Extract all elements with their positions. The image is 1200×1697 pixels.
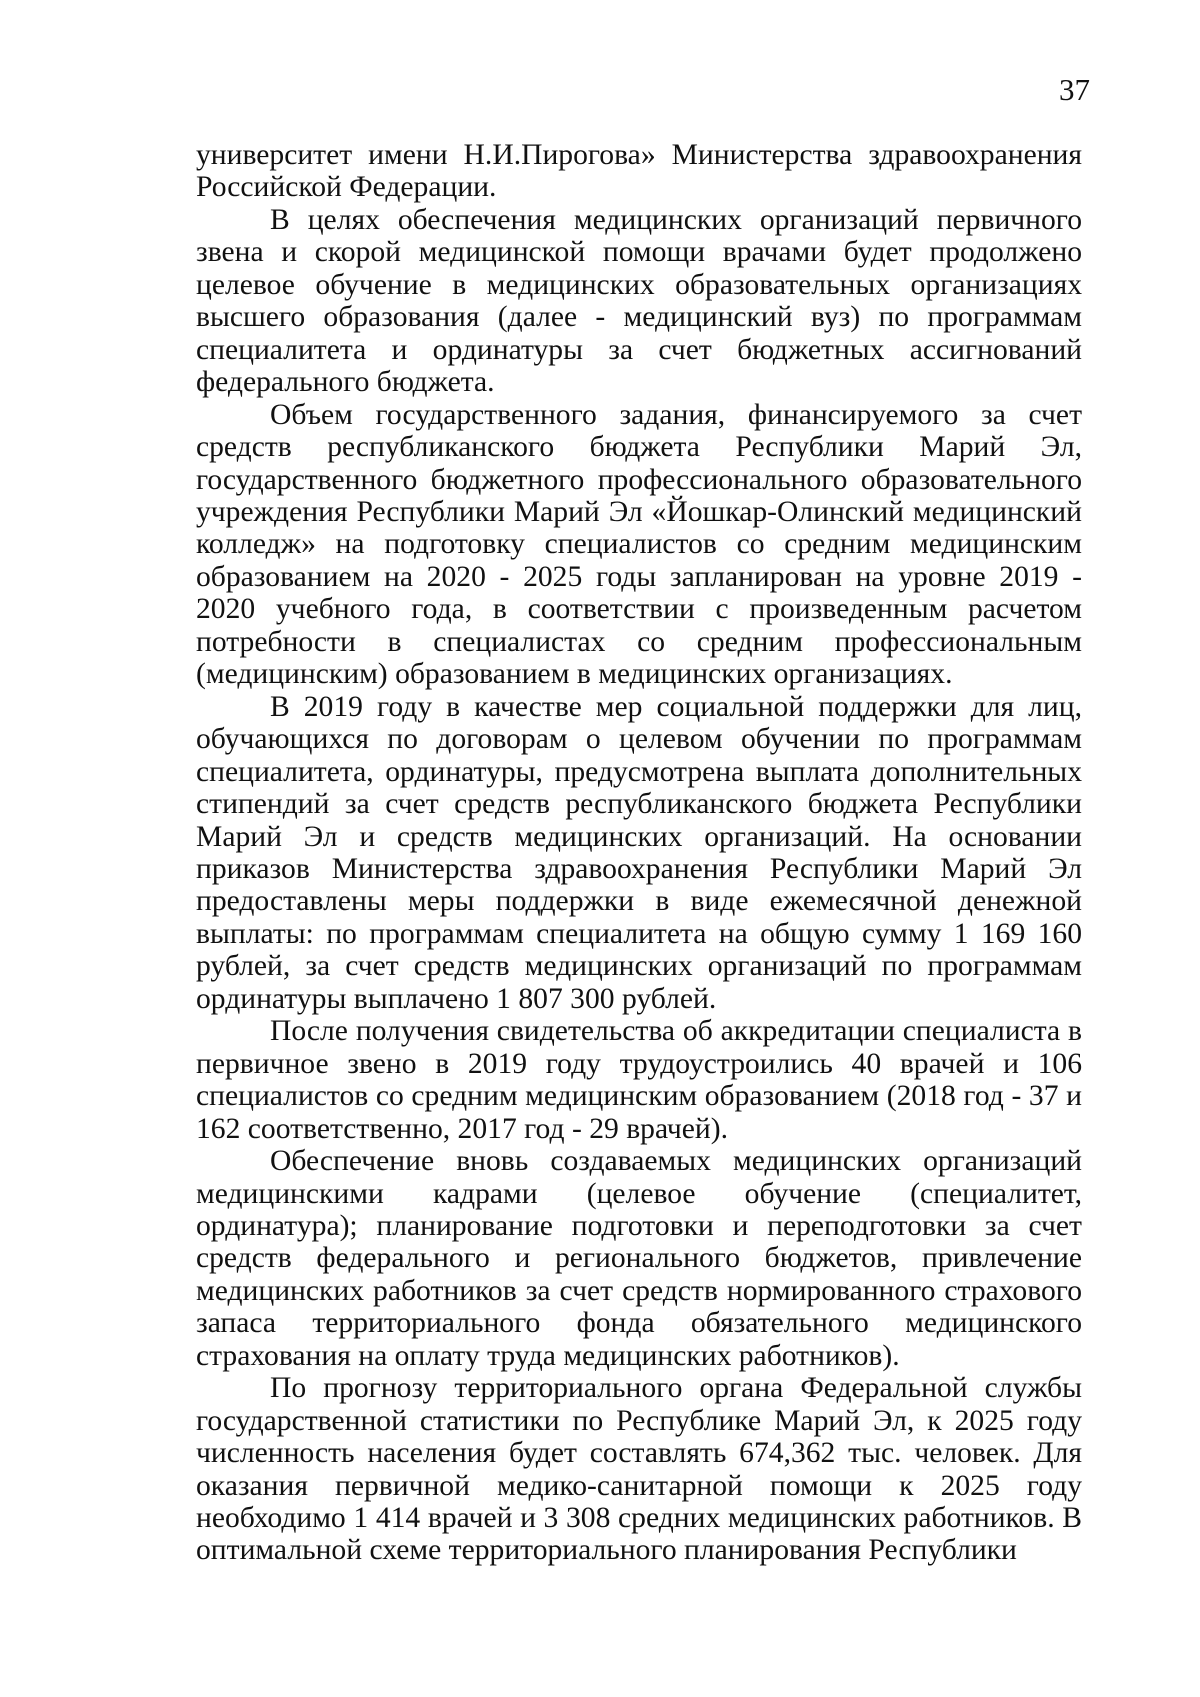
paragraph-continuation: университет имени Н.И.Пирогова» Министерства здравоохранения Российской Федерации. [196,139,1082,204]
paragraph-accreditation: После получения свидетельства об аккредитации специалиста в первичное звено в 2019 году трудоустроились 40 врачей и 106 специалистов со средним медицинским образованием (2018 год - 37 и 162 соответственно, 2017 год - 29 врачей). [196,1015,1082,1145]
page-number: 37 [1059,72,1090,107]
paragraph-state-assignment: Объем государственного задания, финансируемого за счет средств республиканского бюджета Республики Марий Эл, государственного бюджетного профессионального образовательного учреждения Республики Марий Эл «Йошкар-Олинский медицинский колледж» на подготовку специалистов со средним медицинским образованием на 2020 - 2025 годы запланирован на уровне 2019 - 2020 учебного года, в соответствии с произведенным расчетом потребности в специалистах со средним профессиональным (медицинским) образованием в медицинских организациях. [196,398,1082,691]
paragraph-staffing: Обеспечение вновь создаваемых медицинских организаций медицинскими кадрами (целевое обучение (специалитет, ординатура); планирование подготовки и переподготовки за счет средств федерального и регионального бюджетов, привлечение медицинских работников за счет средств нормированного страхового запаса территориального фонда обязательного медицинского страхования на оплату труда медицинских работников). [196,1145,1082,1372]
paragraph-targeted-training: В целях обеспечения медицинских организаций первичного звена и скорой медицинской помощи врачами будет продолжено целевое обучение в медицинских образовательных организациях высшего образования (далее - медицинский вуз) по программам специалитета и ординатуры за счет бюджетных ассигнований федерального бюджета. [196,203,1082,399]
body-text [196,139,1082,1567]
paragraph-forecast: По прогнозу территориального органа Федеральной службы государственной статистики по Республике Марий Эл, к 2025 году численность населения будет составлять 674,362 тыс. человек. Для оказания первичной медико-санитарной помощи к 2025 году необходимо 1 414 врачей и 3 308 средних медицинских работников. В оптимальной схеме территориального планирования Республики [196,1372,1082,1567]
paragraph-social-support: В 2019 году в качестве мер социальной поддержки для лиц, обучающихся по договорам о целевом обучении по программам специалитета, ординатуры, предусмотрена выплата дополнительных стипендий за счет средств республиканского бюджета Республики Марий Эл и средств медицинских организаций. На основании приказов Министерства здравоохранения Республики Марий Эл предоставлены меры поддержки в виде ежемесячной денежной выплаты: по программам специалитета на общую сумму 1 169 160 рублей, за счет средств медицинских организаций по программам ординатуры выплачено 1 807 300 рублей. [196,690,1082,1015]
